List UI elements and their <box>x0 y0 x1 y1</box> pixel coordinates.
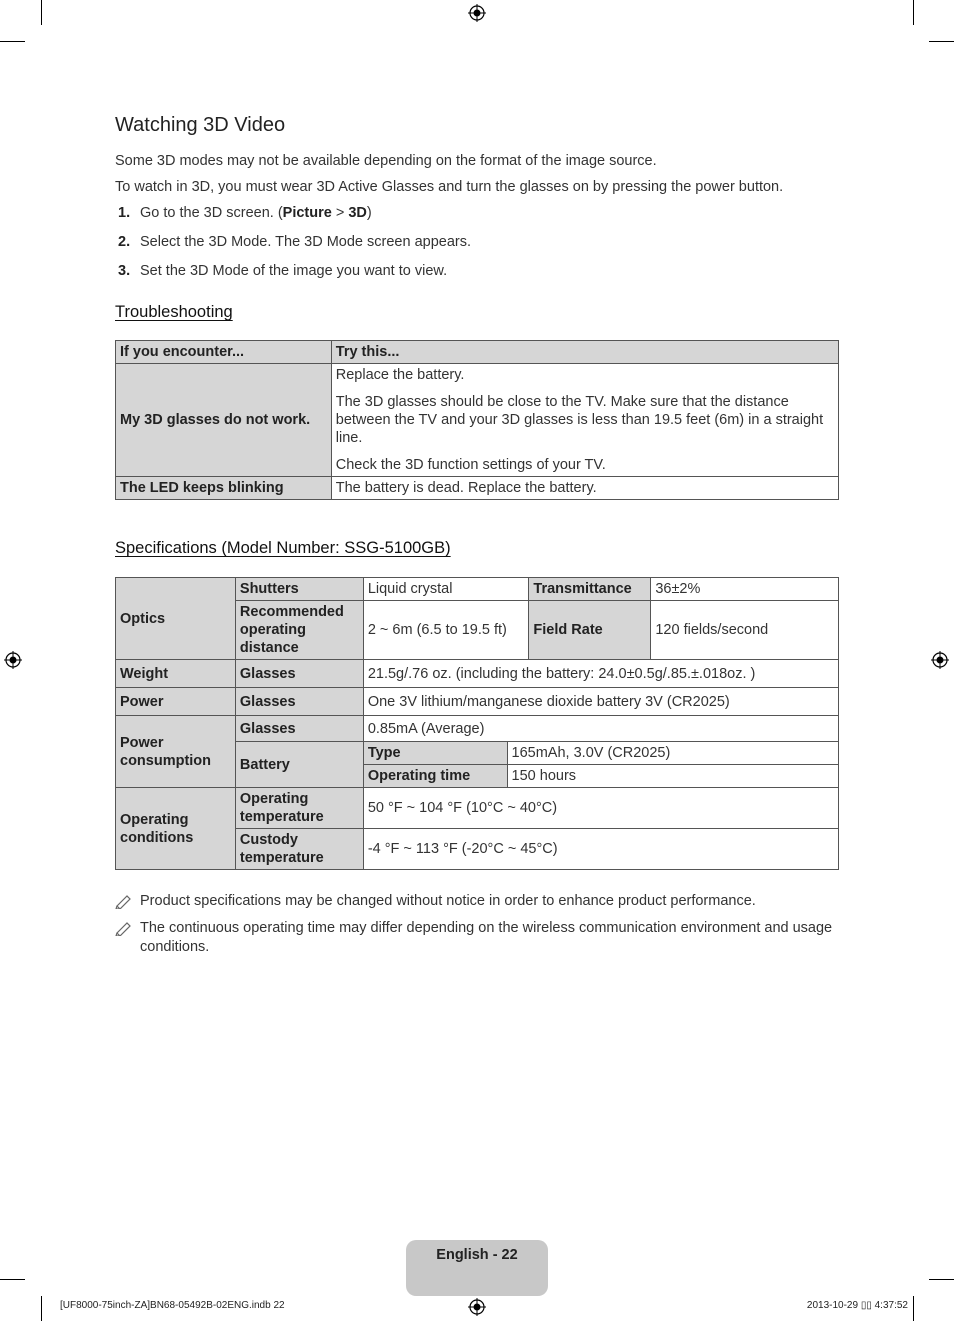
step-number: 1. <box>118 205 131 221</box>
crop-mark <box>913 0 914 25</box>
crop-mark <box>929 41 954 42</box>
step-item: 2. Select the 3D Mode. The 3D Mode screen appears. <box>118 234 472 250</box>
note-item: The continuous operating time may differ depending on the wireless communication environment and usage conditions. <box>115 919 840 957</box>
pencil-note-icon <box>115 920 133 936</box>
menu-path-3d: 3D <box>348 205 367 221</box>
table-header: Try this... <box>331 341 838 364</box>
specifications-heading: Specifications (Model Number: SSG-5100GB) <box>115 539 451 557</box>
table-row: Operating time 150 hours <box>116 765 839 788</box>
crop-mark <box>0 1279 25 1280</box>
page-number: English - 22 <box>436 1247 518 1263</box>
solution-cell: The battery is dead. Replace the battery. <box>331 477 838 500</box>
table-header-row <box>116 341 839 364</box>
registration-mark-icon <box>468 1298 486 1316</box>
table-row: Power Glasses One 3V lithium/manganese dioxide battery 3V (CR2025) <box>116 688 839 716</box>
table-row: Battery Type 165mAh, 3.0V (CR2025) <box>116 742 839 765</box>
table-header: If you encounter... <box>116 341 332 364</box>
note-item: Product specifications may be changed without notice in order to enhance product performance. <box>115 892 840 911</box>
table-row: Custody temperature -4 °F ~ 113 °F (-20°C ~ 45°C) <box>116 829 839 870</box>
problem-cell: The LED keeps blinking <box>116 477 332 500</box>
table-row: Optics Shutters Liquid crystal Transmittance 36±2% <box>116 578 839 601</box>
solution-cell: Replace the battery. The 3D glasses should be close to the TV. Make sure that the distance between the TV and your 3D glasses is less than 19.5 feet (6m) in a straight line. Check the 3D function settings of your TV. <box>331 364 838 477</box>
registration-mark-icon <box>931 651 949 669</box>
registration-mark-icon <box>4 651 22 669</box>
troubleshooting-heading: Troubleshooting <box>115 303 233 321</box>
registration-mark-icon <box>468 4 486 22</box>
step-item: 3. Set the 3D Mode of the image you want to view. <box>118 263 448 279</box>
step-number: 3. <box>118 263 131 279</box>
table-row: Operating conditions Operating temperature 50 °F ~ 104 °F (10°C ~ 40°C) <box>116 788 839 829</box>
table-row <box>116 477 839 500</box>
print-slug-date: 2013-10-29 ▯▯ 4:37:52 <box>806 1300 908 1311</box>
table-row <box>116 364 839 477</box>
crop-mark <box>929 1279 954 1280</box>
print-slug-file: [UF8000-75inch-ZA]BN68-05492B-02ENG.indb 22 <box>60 1300 285 1311</box>
menu-path-picture: Picture <box>282 205 332 221</box>
table-row: Power consumption Glasses 0.85mA (Average) <box>116 716 839 742</box>
crop-mark <box>0 41 25 42</box>
problem-cell: My 3D glasses do not work. <box>116 364 332 477</box>
step-number: 2. <box>118 234 131 250</box>
intro-paragraph: Some 3D modes may not be available depending on the format of the image source. <box>115 153 657 169</box>
crop-mark <box>41 0 42 25</box>
pencil-note-icon <box>115 893 133 909</box>
table-row: Weight Glasses 21.5g/.76 oz. (including the battery: 24.0±0.5g/.85.±.018oz. ) <box>116 660 839 688</box>
specifications-table <box>115 577 839 870</box>
intro-paragraph: To watch in 3D, you must wear 3D Active Glasses and turn the glasses on by pressing the power button. <box>115 179 784 195</box>
table-row: Recommended operating distance 2 ~ 6m (6.5 to 19.5 ft) Field Rate 120 fields/second <box>116 601 839 660</box>
step-item: 1. Go to the 3D screen. (Picture > 3D) <box>118 205 372 221</box>
crop-mark <box>41 1296 42 1321</box>
page-title: Watching 3D Video <box>115 114 286 136</box>
crop-mark <box>913 1296 914 1321</box>
troubleshooting-table <box>115 340 839 500</box>
